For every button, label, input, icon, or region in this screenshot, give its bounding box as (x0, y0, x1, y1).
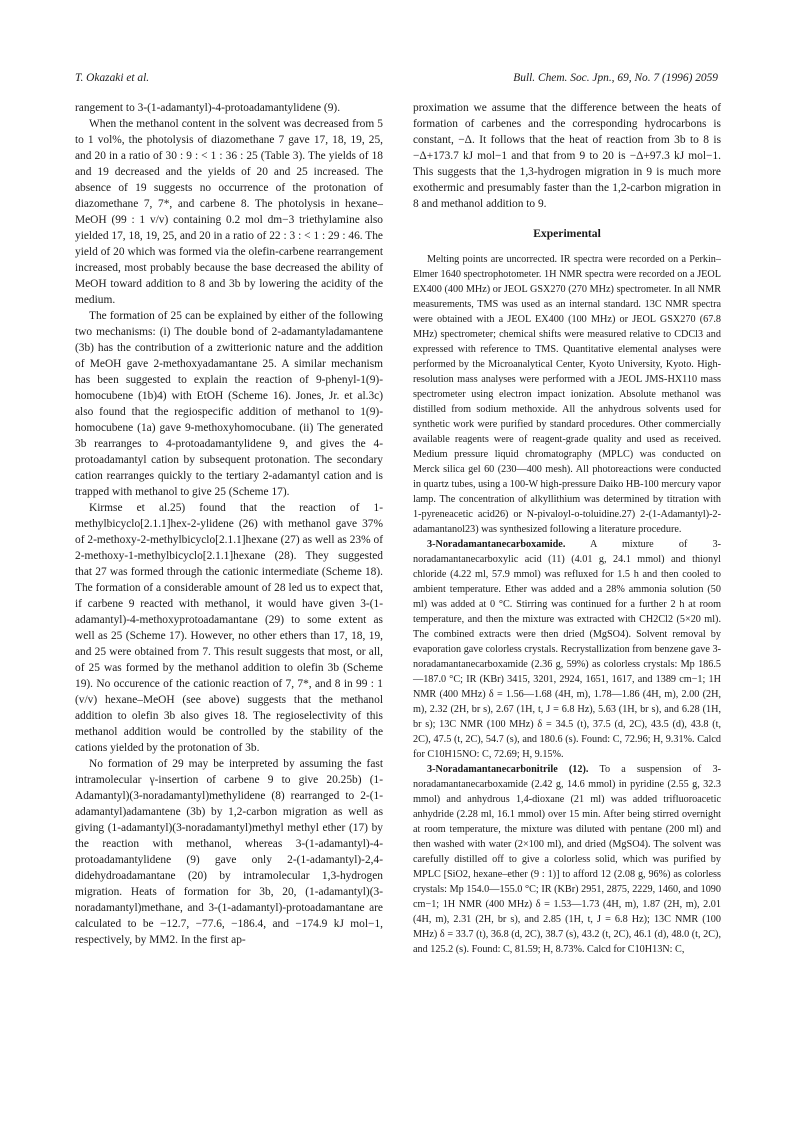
experimental-section (413, 252, 721, 957)
section-heading: Experimental (533, 227, 601, 240)
paragraph: proximation we assume that the difference between the heats of formation of carbenes and the corresponding hydrocarbons is constant, −Δ. It follows that the heat of reaction from 3b to 8 is −Δ+173.7 kJ mol−1 and that from 9 to 20 is −Δ+97.3 kJ mol−1. This suggests that the 1,3-hydrogen migration in 9 is much more exothermic and presumably faster than the 1,2-carbon migration in 8 and methanol addition to 9. (413, 102, 721, 210)
compound-title: 3-Noradamantanecarbonitrile (12). (427, 764, 589, 775)
paragraph: No formation of 29 may be interpreted by assuming the fast intramolecular γ-insertion of carbene 9 to give 20.25b) (1-Adamantyl)(3-noradamantyl)methylidene (8) rearranged to 2-(1-adamantyl)adamantene (3b) by 1,2-carbon migration as well as giving (1-adamantyl)(3-noradamantyl)methyl methyl ether (17) by the reaction with methanol, whereas 3-(1-adamantyl)-4-protoadamantylidene (9) gave only 2-(1-adamantyl)-2,4-didehydroadamantane (20) by intramolecular 1,3-hydrogen migration. Heats of formation for 3b, 20, (1-adamantyl)(3-noradamantyl)methane, and 3-(1-adamantyl)-protoadamantane are calculated to be −12.7, −77.6, −186.4, and −174.9 kJ mol−1, respectively, by MM2. In the first ap- (75, 758, 383, 946)
compound-title: 3-Noradamantanecarboxamide. (427, 539, 566, 550)
compound-text: A mixture of 3-noradamantanecarboxylic acid (11) (4.01 g, 24.1 mmol) and thionyl chloride (4.22 ml, 57.9 mmol) was refluxed for 1.5 h and then cooled to ambient temperature. Ether was added and a 28% ammonia solution (50 ml) was added at 0 °C. Stirring was continued for a further 2 h at room temperature, and then the mixture was extracted with CH2Cl2 (5×20 ml). The combined extracts were then dried (MgSO4). Solvent removal by evaporation gave colorless crystals. Recrystallization from benzene gave 3-noradamantanecarboxamide (2.36 g, 59%) as colorless crystals: Mp 186.5—187.0 °C; IR (KBr) 3415, 3201, 2924, 1651, 1617, and 1389 cm−1; 1H NMR (400 MHz) δ = 1.56—1.68 (4H, m), 1.78—1.86 (4H, m), 2.00 (2H, m), 2.32 (2H, br s), 2.67 (1H, t, J = 6.8 Hz), 5.63 (1H, br s), and 6.28 (1H, br s); 13C NMR (100 MHz) δ = 34.5 (t), 37.5 (d, 2C), 43.5 (d), 43.8 (t, 2C), 47.5 (t, 2C), 54.7 (s), and 180.6 (s). Found: C, 72.96; H, 9.31%. Calcd for C10H15NO: C, 72.69; H, 9.15%. (413, 539, 721, 760)
paragraph: rangement to 3-(1-adamantyl)-4-protoadamantylidene (9). (75, 102, 341, 114)
paragraph: Melting points are uncorrected. IR spectra were recorded on a Perkin–Elmer 1640 spectrophotometer. 1H NMR spectra were recorded on a JEOL EX400 (400 MHz) or JEOL GSX270 (270 MHz) spectrometer. In all NMR measurements, TMS was used as an internal standard. 13C NMR spectra were obtained with a JEOL EX400 (100 MHz) or JEOL GSX270 (67.8 MHz) spectrometer; chemical shifts were measured relative to CDCl3 and expressed with reference to TMS. Quantitative elemental analyses were performed by the Microanalytical Center, Kyoto University, Kyoto. High-resolution mass analyses were performed with a JEOL JMS-HX110 mass spectrometer using electron impact ionization. Absolute methanol was distilled from sodium methoxide. All the anhydrous solvents used for synthetic work were purified by standard procedures. Other commercially available reagents were of reagent-grade quality and used as received. Medium pressure liquid chromatography (MPLC) was conducted on Merck silica gel 60 (230—400 mesh). All photoreactions were conducted in quartz tubes, using a 100-W high-pressure Daiko HB-100 mercury vapor lamp. The concentration of alkyllithium was determined by titration with 1-pyreneacetic acid26) or N-pivaloyl-o-toluidine.27) 2-(1-Adamantyl)-2-adamantanol23) was synthesized following a literature procedure. (413, 254, 721, 535)
compound-entry (413, 762, 721, 957)
right-column (413, 100, 721, 957)
paragraph: Kirmse et al.25) found that the reaction of 1-methylbicyclo[2.1.1]hex-2-ylidene (26) with methanol gave 37% of 2-methoxy-2-methylbicyclo[2.1.1]hexane (27) as well as 23% of 2-methoxy-1-methylbicyclo[2.1.1]hexane (28). They suggested that 27 was formed through the cationic intermediate (Scheme 18). The formation of a considerable amount of 28 led us to expect that, if carbene 9 reacted with methanol, it would have given 3-(1-adamantyl)-4-methoxyprotoadamantane (29) to some extent as well as 25 (Scheme 17). However, no other ethers than 17, 18, 19, and 25 were obtained from 7. This result suggests that most, or all, of 25 was formed by the methanol addition to olefin 3b (Scheme 19). No occurence of the cationic reaction of 7, 7*, and 8 in 99 : 1 (v/v) hexane–MeOH (see above) suggests that the methanol addition to olefin 3b also gives 18. The regioselectivity of this methanol addition would be controlled by the stability of the cations yielded by the protonation of 3b. (75, 502, 383, 754)
paragraph: The formation of 25 can be explained by either of the following two mechanisms: (i) The double bond of 2-adamantyladamantene (3b) has the contribution of a zwitterionic nature and the addition of MeOH gave 2-methoxyadamantane 25. A similar mechanism has been suggested to explain the reaction of 9-phenyl-1(9)-homocubene (1b)4) with EtOH (Scheme 16). Jones, Jr. et al.3c) also found that the regiospecific addition of methanol to 1(9)-homocubene (1a) gave 9-methoxyhomocubane. (ii) The generated 3b rearranges to 4-protoadamantylidene 9, and gives the 4-protoadamantyl cation by subsequent protonation. The secondary cation rearranges quickly to the tertiary 2-adamantyl cation and is trapped with methanol to give 25 (Scheme 17). (75, 310, 383, 498)
compound-entry (413, 537, 721, 762)
running-header-journal: Bull. Chem. Soc. Jpn., 69, No. 7 (1996) 2059 (513, 72, 718, 84)
left-column (75, 100, 383, 948)
compound-text: To a suspension of 3-noradamantanecarboxamide (2.42 g, 14.6 mmol) in pyridine (2.55 g, 32.3 mmol) and anhydrous 1,4-dioxane (21 ml) was added trifluoroacetic anhydride (2.28 ml, 16.1 mmol) over 15 min. After being stirred overnight at room temperature, the mixture was diluted with pentane (200 ml) and then washed with water (2×100 ml), and dried (MgSO4). The solvent was carefully distilled off to give a colorless solid, which was purified by MPLC [SiO2, hexane–ether (9 : 1)] to afford 12 (2.08 g, 96%) as colorless crystals: Mp 154.0—155.0 °C; IR (KBr) 2951, 2875, 2229, 1460, and 1090 cm−1; 1H NMR (400 MHz) δ = 1.53—1.73 (4H, m), 1.87 (2H, m), 2.01 (4H, m), 2.31 (2H, br s), and 2.85 (1H, t, J = 6.8 Hz); 13C NMR (100 MHz) δ = 33.7 (t), 36.8 (d, 2C), 38.7 (s), 43.2 (t, 2C), 46.1 (d), 48.0 (t, 2C), and 125.2 (s). Found: C, 81.59; H, 8.73%. Calcd for C10H13N: C, (413, 764, 721, 955)
running-header-authors: T. Okazaki et al. (75, 72, 150, 84)
paragraph: When the methanol content in the solvent was decreased from 5 to 1 vol%, the photolysis of diazomethane 7 gave 17, 18, 19, 25, and 20 in a ratio of 30 : 9 : < 1 : 36 : 25 (Table 3). The yields of 18 and 19 decreased and the yields of 20 and 25 increased. The absence of 19 suggests no occurrence of the protonation of diazomethane 7, 7*, and carbene 8. The photolysis in hexane–MeOH (99 : 1 v/v) containing 0.2 mol dm−3 triethylamine also yielded 17, 18, 19, 25, and 20 in a ratio of 22 : 3 : < 1 : 29 : 46. The yield of 20 which was formed via the olefin-carbene rearrangement increased, most probably because the base decreased the ability of MeOH toward addition to 8 and 3b by lowering the acidity of the medium. (75, 118, 383, 306)
